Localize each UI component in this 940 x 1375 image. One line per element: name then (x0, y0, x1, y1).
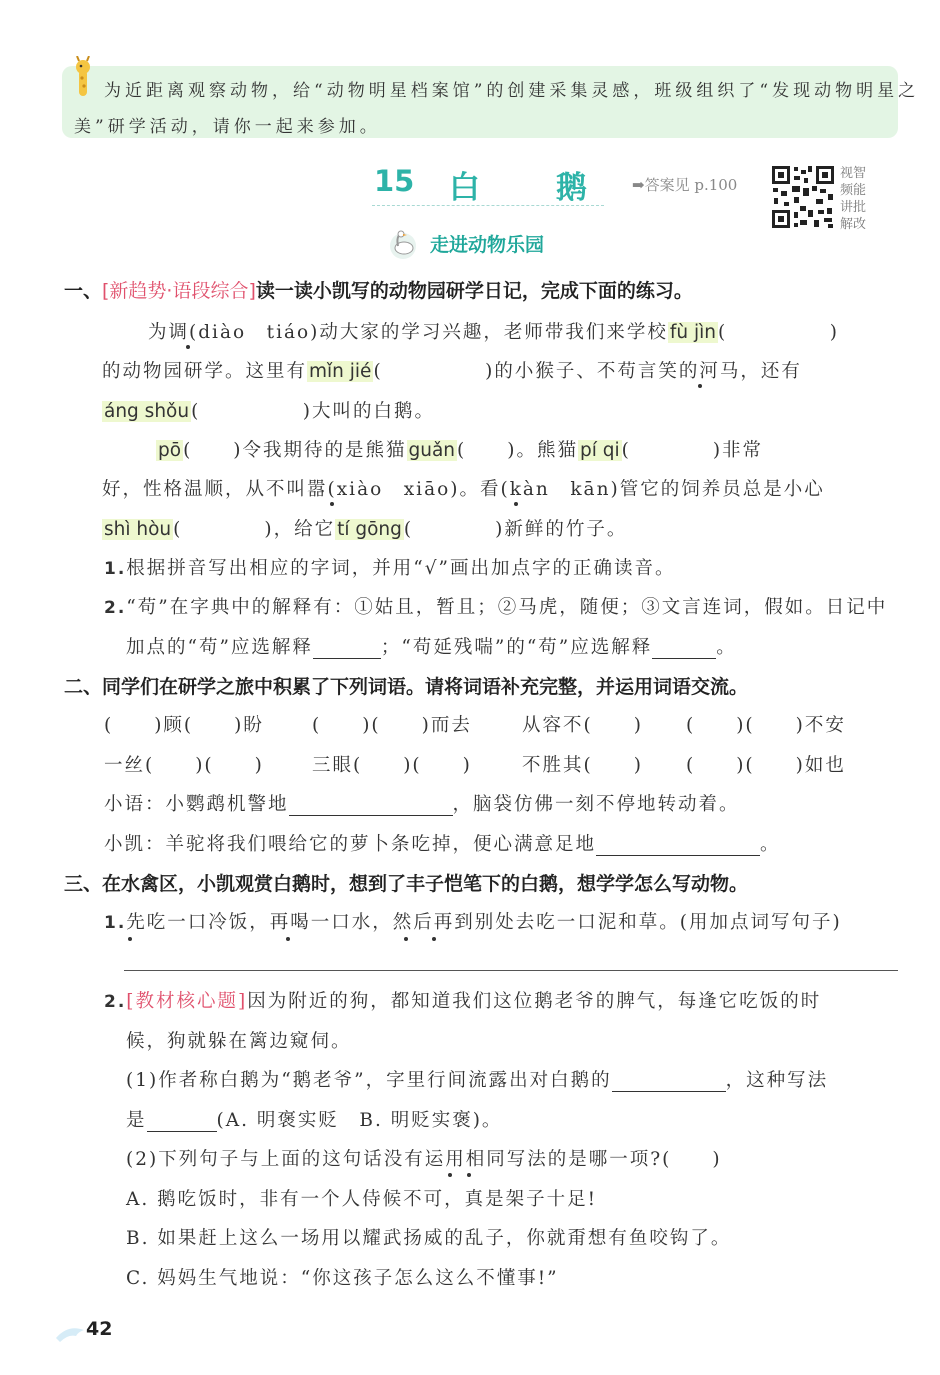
q2-heading: 二、同学们在研学之旅中积累了下列词语。请将词语补充完整，并运用词语交流。 (64, 676, 749, 698)
arrow-right-icon: ➡ (632, 176, 645, 194)
emphasis-dot (432, 937, 436, 941)
option-c[interactable]: C. 妈妈生气地说：“你这孩子怎么这么不懂事!” (126, 1268, 559, 1289)
dolphin-icon (54, 1322, 88, 1344)
pinyin-piqi: pí qi (579, 440, 620, 461)
idiom-6[interactable]: 三眼( )( ) (312, 755, 472, 776)
q3-tag: [教材核心题] (126, 991, 248, 1012)
qr-label-2: 频能 (840, 183, 867, 198)
answer-blank[interactable] (652, 640, 716, 660)
emphasis-dot (404, 937, 408, 941)
qr-label-1: 视智 (840, 166, 867, 181)
intro-line-2: 美”研学活动，请你一起来参加。 (74, 117, 381, 137)
q1-heading: 一、[新趋势·语段综合]读一读小凯写的动物园研学日记，完成下面的练习。 (64, 280, 693, 302)
idiom-1[interactable]: ( )顾( )盼 (104, 715, 264, 736)
pinyin-minjie: mǐn jié (309, 361, 372, 382)
answer-blank[interactable] (612, 1073, 726, 1093)
pinyin-angshou: áng shǒu (104, 401, 190, 422)
idiom-8[interactable]: ( )( )如也 (686, 755, 846, 776)
title-underline (372, 205, 604, 206)
idiom-4[interactable]: ( )( )不安 (686, 715, 846, 736)
idiom-7[interactable]: 不胜其( ) (522, 755, 643, 776)
q3-sub-1: 1.先吃一口冷饭，再喝一口水，然后再到别处去吃一口泥和草。(用加点词写句子) (104, 912, 842, 933)
emphasis-dot (448, 1173, 452, 1177)
qr-label-4: 解改 (840, 217, 867, 232)
qr-code-icon[interactable] (770, 164, 836, 230)
answer-reference[interactable]: ➡答案见 p.100 (632, 176, 738, 194)
option-b[interactable]: B. 如果赶上这么一场用以耀武扬威的乱子，你就甭想有鱼咬钩了。 (126, 1228, 732, 1249)
emphasis-dot (330, 502, 334, 506)
emphasis-dot (514, 502, 518, 506)
page-number: 42 (86, 1318, 113, 1340)
emphasis-dot (186, 345, 190, 349)
q2-sentence-2: 小凯：羊驼将我们喂给它的萝卜条吃掉，便心满意足地 。 (104, 834, 781, 855)
answer-blank[interactable] (289, 797, 453, 817)
answer-blank[interactable]: ( ) (718, 322, 839, 343)
answer-blank[interactable]: ( )非常 (621, 440, 764, 461)
answer-blank[interactable] (313, 640, 381, 660)
answer-blank[interactable]: ( )。熊猫 (457, 440, 578, 461)
lesson-title-char-2: 鹅 (556, 170, 587, 206)
q2-sentence-1: 小语：小鹦鹉机警地 ，脑袋仿佛一刻不停地转动着。 (104, 794, 740, 815)
idiom-5[interactable]: 一丝( )( ) (104, 755, 264, 776)
diary-line-3 (102, 397, 435, 423)
diary-line-2: 的动物园研学。这里有 mǐn jié ( )的小猴子、不苟言笑的河马，还有 (102, 361, 802, 382)
diary-line-6 (102, 515, 627, 541)
answer-blank[interactable]: ( )大叫的白鹅。 (191, 401, 436, 422)
diary-line-1: 为调(diào tiáo)动大家的学习兴趣，老师带我们来学校 fù jìn ( ) (148, 322, 839, 343)
q3-part-1-line-1: (1)作者称白鹅为“鹅老爷”，字里行间流露出对白鹅的 ，这种写法 (126, 1070, 829, 1091)
q3-sub-2-line-2: 候，狗就躲在篱边窥伺。 (126, 1031, 352, 1052)
diary-line-5: 好，性格温顺，从不叫嚣(xiào xiāo)。看(kàn kān)管它的饲养员总是小心 (102, 479, 825, 500)
pinyin-po: pō (158, 440, 182, 461)
pinyin-tigong: tí gōng (337, 519, 402, 540)
answer-blank[interactable]: ( )的小猴子、不苟言笑的河马，还有 (373, 361, 802, 382)
emphasis-dot (698, 384, 702, 388)
lesson-number: 15 (374, 164, 415, 198)
q1-sub-1: 1.根据拼音写出相应的字词，并用“√”画出加点字的正确读音。 (104, 558, 676, 579)
answer-blank[interactable]: ( )令我期待的是熊猫 (183, 440, 407, 461)
q1-sub-2-line-1: 2.“苟”在字典中的解释有：①姑且，暂且；②马虎，随便；③文言连词，假如。日记中 (104, 597, 888, 618)
option-a[interactable]: A. 鹅吃饭时，非有一个人侍候不可，真是架子十足! (126, 1189, 598, 1210)
q1-sub-2-line-2: 加点的“苟”应选解释 ；“苟延残喘”的“苟”应选解释 。 (126, 637, 737, 658)
intro-line-1: 为近距离观察动物，给“动物明星档案馆”的创建采集灵感，班级组织了“发现动物明星之 (104, 81, 920, 101)
answer-blank[interactable]: ( )新鲜的竹子。 (403, 519, 628, 540)
emphasis-dot (467, 1173, 471, 1177)
answer-blank[interactable]: ( )，给它 (173, 519, 336, 540)
giraffe-icon (66, 56, 100, 100)
qr-label-3: 讲批 (840, 200, 867, 215)
idiom-3[interactable]: 从容不( ) (522, 715, 643, 736)
emphasis-dot (286, 937, 290, 941)
q1-tag: [新趋势·语段综合] (102, 280, 256, 302)
emphasis-dot (128, 937, 132, 941)
q3-part-2: (2)下列句子与上面的这句话没有运用相同写法的是哪一项?( ) (126, 1149, 722, 1170)
idiom-2[interactable]: ( )( )而去 (312, 715, 472, 736)
goose-icon (386, 226, 420, 260)
answer-blank[interactable] (596, 837, 760, 857)
lesson-title-char-1: 白 (449, 170, 480, 206)
q3-heading: 三、在水禽区，小凯观赏白鹅时，想到了丰子恺笔下的白鹅，想学学怎么写动物。 (64, 873, 749, 895)
section-title: 走进动物乐园 (430, 234, 545, 256)
q3-part-1-line-2: 是 (A. 明褒实贬 B. 明贬实褒)。 (126, 1110, 503, 1131)
pinyin-fujin: fù jìn (669, 322, 717, 343)
pinyin-guan: guǎn (408, 440, 456, 461)
answer-blank[interactable] (147, 1113, 217, 1133)
pinyin-shihou: shì hòu (104, 519, 172, 540)
q3-sub-2-line-1: 2.[教材核心题]因为附近的狗，都知道我们这位鹅老爷的脾气，每逢它吃饭的时 (104, 991, 822, 1012)
diary-line-4 (156, 436, 763, 462)
writing-line[interactable] (124, 970, 898, 971)
